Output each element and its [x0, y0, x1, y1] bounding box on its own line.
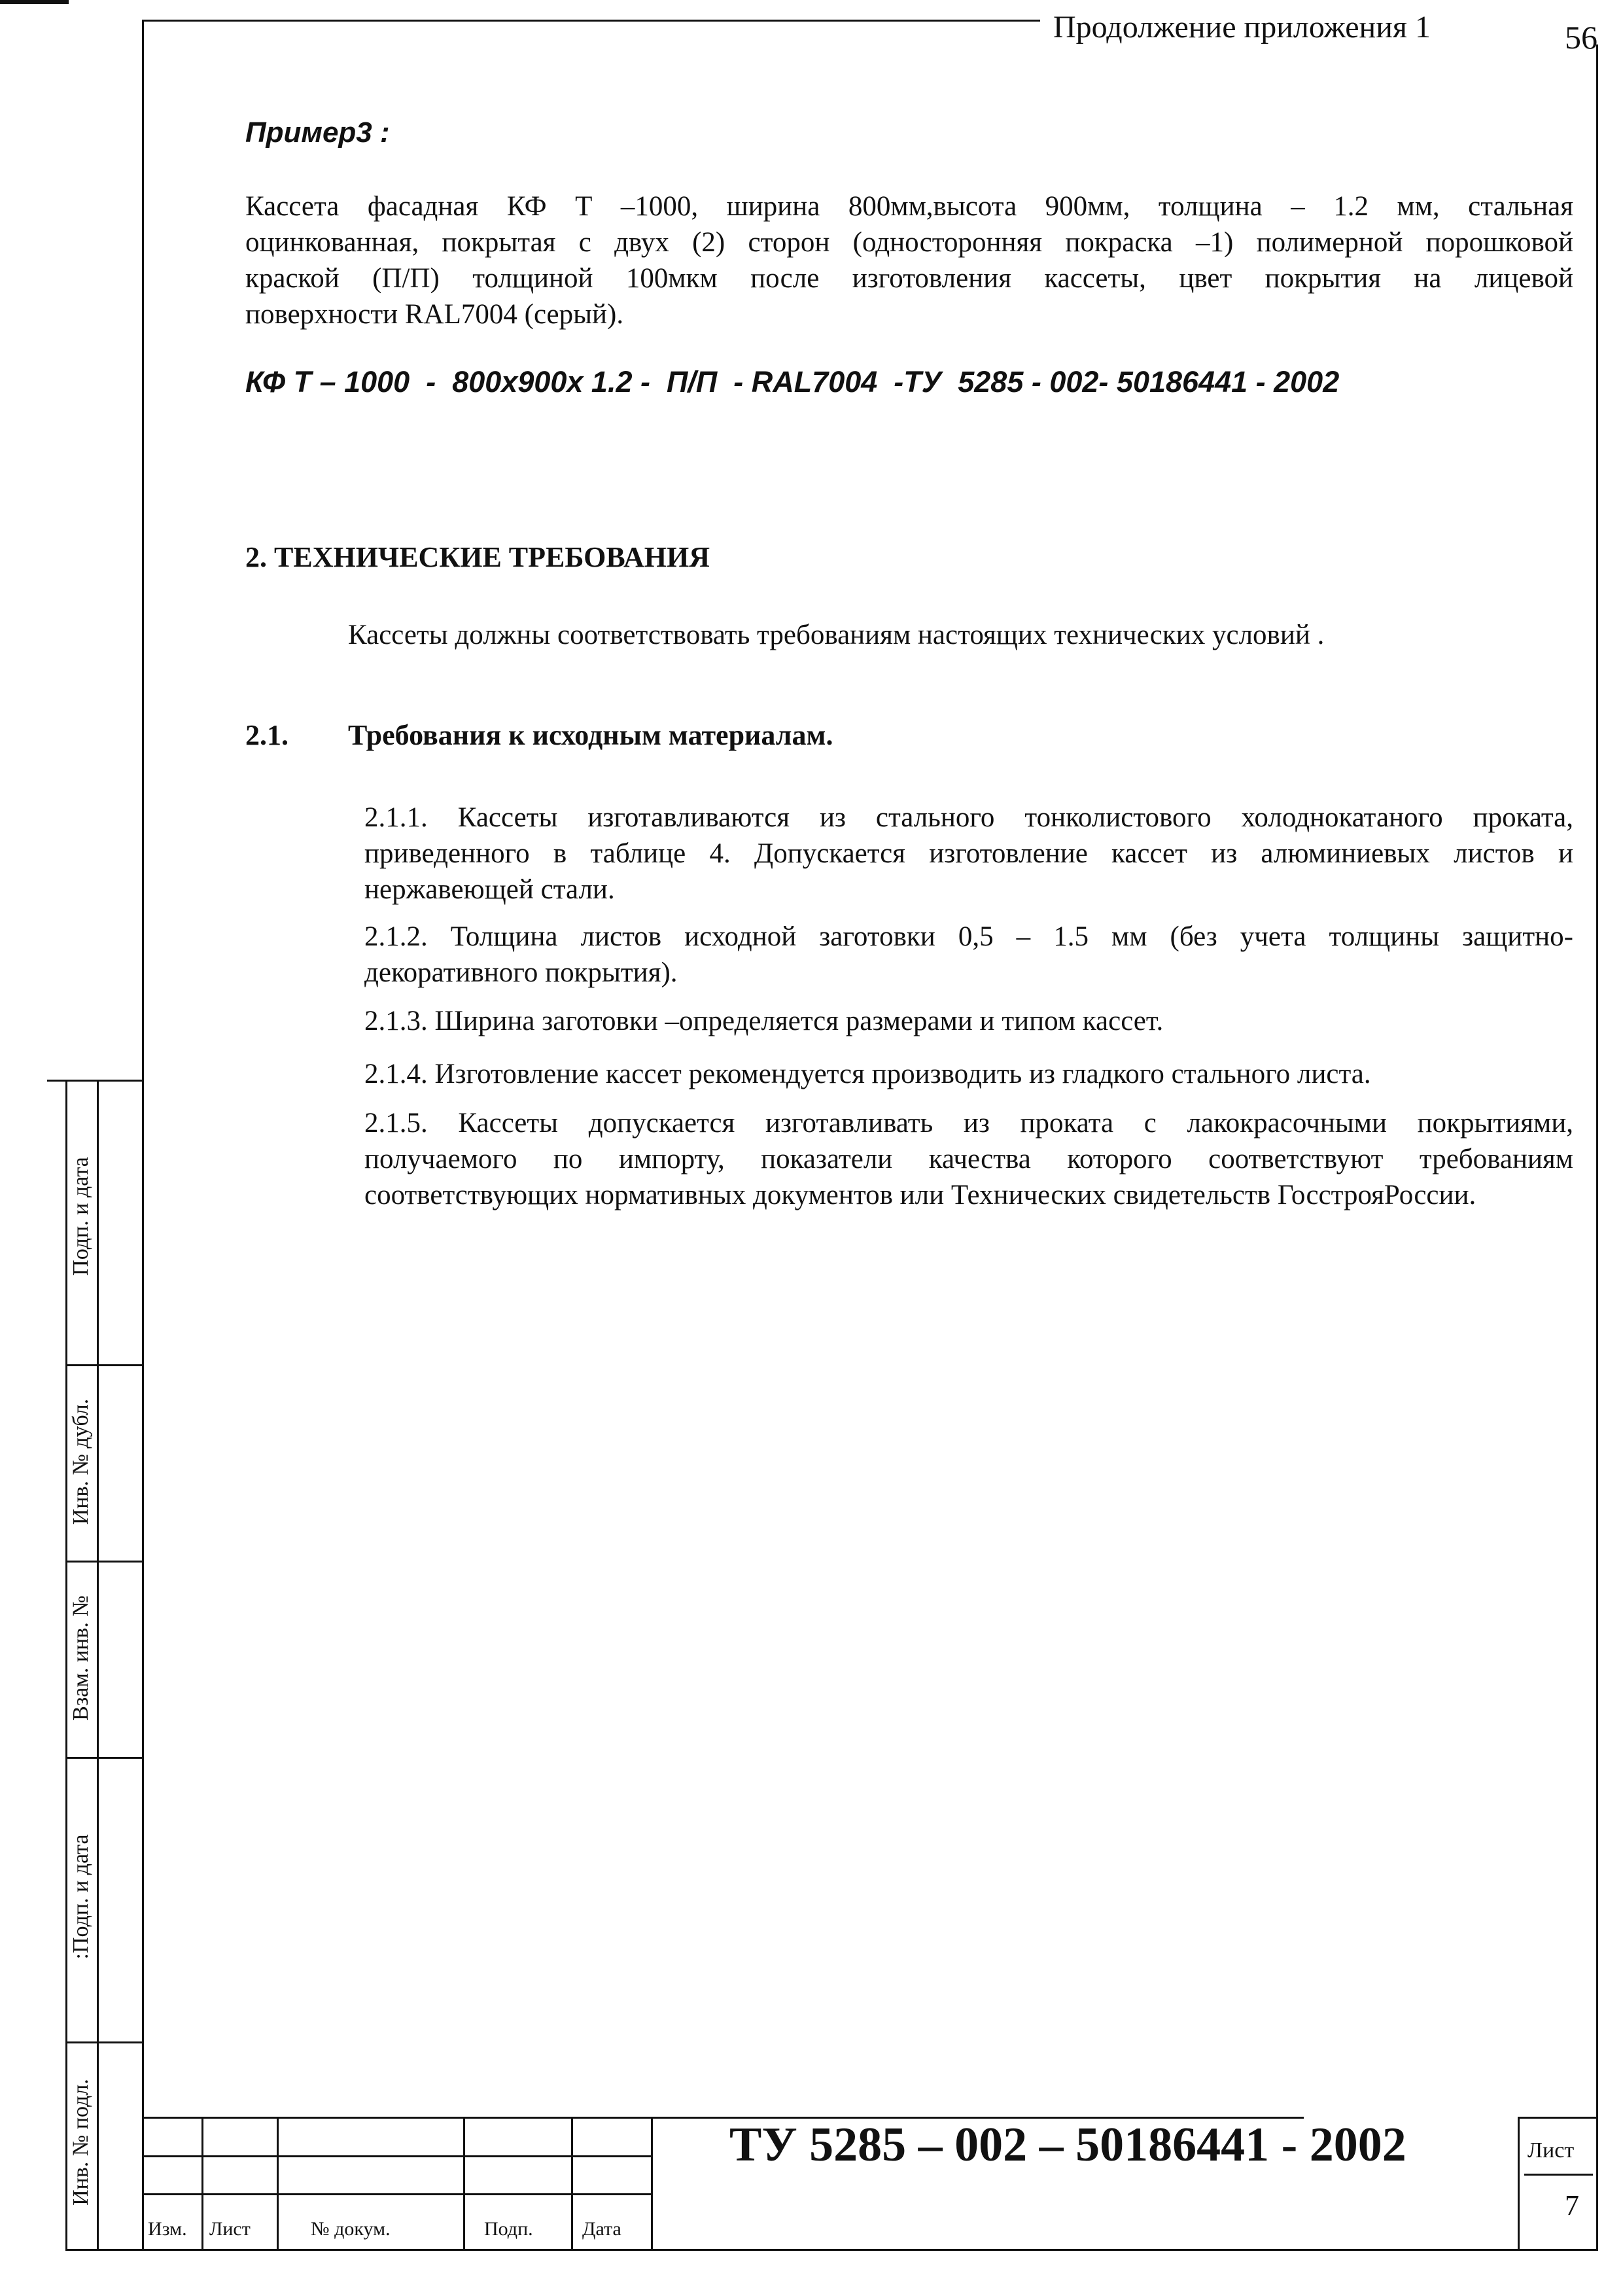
item-line: 2.1.2. Толщина листов исходной заготовки 0,5 – 1.5 мм (без учета толщины защитно-: [364, 921, 1573, 952]
requirement-item: [364, 1056, 1573, 1092]
item-line: 2.1.4. Изготовление кассет рекомендуется производить из гладкого стального листа.: [364, 1059, 1371, 1089]
product-designation: КФ Т – 1000 - 800x900x 1.2 - П/П - RAL7004 -ТУ 5285 - 002- 50186441 - 2002: [245, 365, 1340, 398]
example-title: Пример3 :: [245, 116, 390, 149]
section-title: 2. ТЕХНИЧЕСКИЕ ТРЕБОВАНИЯ: [245, 541, 710, 573]
side-stamp-top-line: [47, 1080, 144, 1082]
title-block-col-line: [463, 2117, 465, 2251]
sheet-cell-top-line: [1518, 2117, 1598, 2119]
requirement-item: [364, 800, 1573, 908]
sheet-label: Лист: [1527, 2138, 1575, 2163]
example-line: поверхности RAL7004 (серый).: [245, 299, 624, 330]
title-block-row-line: [143, 2193, 653, 2195]
side-stamp-left-line: [65, 1080, 67, 2251]
item-line: 2.1.3. Ширина заготовки –определяется размерами и типом кассет.: [364, 1006, 1164, 1036]
example-line: Кассета фасадная КФ Т –1000, ширина 800мм,высота 900мм, толщина – 1.2 мм, стальная: [245, 191, 1573, 222]
document-code: ТУ 5285 – 002 – 50186441 - 2002: [729, 2118, 1406, 2172]
col-label-list: Лист: [209, 2218, 251, 2240]
continuation-header: Продолжение приложения 1: [1053, 10, 1431, 44]
frame-bottom-border: [65, 2249, 1598, 2251]
item-line: приведенного в таблице 4. Допускается изготовление кассет из алюминиевых листов и: [364, 838, 1573, 869]
section-intro: Кассеты должны соответствовать требованиям настоящих технических условий .: [348, 620, 1325, 650]
header-dash-mark: [0, 0, 69, 4]
item-line: декоративного покрытия).: [364, 957, 678, 988]
side-label-podp-date-2: :Подп. и дата: [69, 1834, 93, 1960]
title-block-col-line: [651, 2117, 653, 2251]
sheet-cell-middle-line: [1524, 2174, 1593, 2176]
page-number: 56: [1565, 19, 1597, 56]
col-label-podp: Подп.: [484, 2218, 533, 2240]
requirement-item: [364, 1105, 1573, 1213]
col-label-date: Дата: [582, 2218, 621, 2240]
side-stamp-divider: [97, 1080, 99, 2251]
subsection-title: Требования к исходным материалам.: [348, 719, 833, 751]
requirement-item: [364, 1003, 1573, 1039]
subsection-number: 2.1.: [245, 719, 288, 751]
side-label-inv-dubl: Инв. № дубл.: [69, 1398, 93, 1525]
item-line: 2.1.5. Кассеты допускается изготавливать из проката с лакокрасочными покрытиями,: [364, 1108, 1573, 1139]
example-description: [245, 188, 1573, 332]
item-line: нержавеющей стали.: [364, 874, 615, 905]
title-block-row-line: [143, 2155, 653, 2157]
requirement-item: [364, 919, 1573, 991]
item-line: 2.1.1. Кассеты изготавливаются из стального тонколистового холоднокатаного проката,: [364, 802, 1573, 833]
title-block-col-line: [201, 2117, 203, 2251]
item-line: получаемого по импорту, показатели качества которого соответствуют требованиям: [364, 1144, 1573, 1174]
col-label-doc-number: № докум.: [311, 2218, 391, 2240]
side-label-vzam-inv: Взам. инв. №: [69, 1595, 93, 1721]
sheet-cell-left-line: [1518, 2117, 1520, 2251]
frame-top-border: [143, 20, 1040, 22]
item-line: соответствующих нормативных документов или Технических свидетельств ГосстрояРоссии.: [364, 1180, 1476, 1210]
col-label-izm: Изм.: [148, 2218, 187, 2240]
side-label-inv-podl: Инв. № подл.: [69, 2079, 93, 2206]
example-line: оцинкованная, покрытая с двух (2) сторон (односторонняя покраска –1) полимерной порошковой: [245, 227, 1573, 258]
example-line: краской (П/П) толщиной 100мкм после изготовления кассеты, цвет покрытия на лицевой: [245, 263, 1573, 294]
side-label-podp-date: Подп. и дата: [69, 1157, 93, 1276]
sheet-number: 7: [1565, 2189, 1579, 2221]
frame-right-border: [1596, 44, 1598, 2251]
frame-left-border: [142, 20, 144, 2251]
title-block-col-line: [277, 2117, 279, 2251]
title-block-col-line: [571, 2117, 573, 2251]
